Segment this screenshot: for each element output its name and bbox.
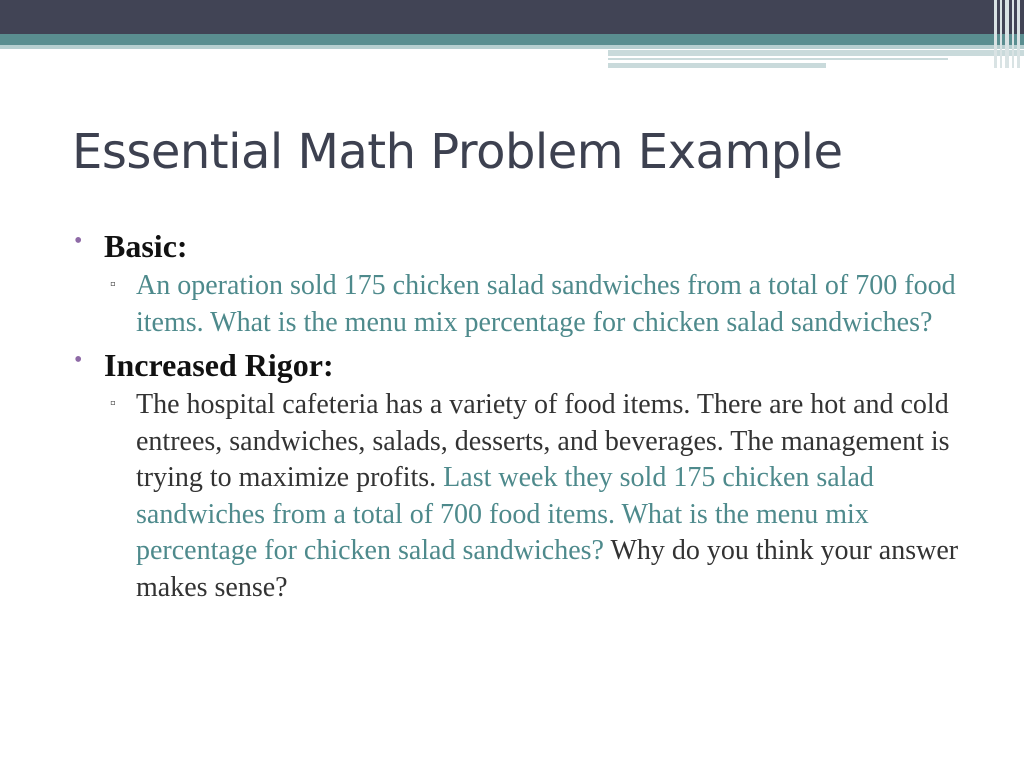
section-heading-increased-rigor: Increased Rigor:: [104, 347, 334, 383]
header-band-dark: [0, 0, 1024, 34]
sub-bullet-rigor-problem: [74, 387, 974, 606]
bullet-dot-icon: •: [74, 228, 83, 254]
bullet-dot-icon: •: [74, 347, 83, 373]
slide-title: Essential Math Problem Example: [72, 124, 843, 180]
square-bullet-icon: ▫: [110, 276, 116, 293]
slide-content: [74, 226, 974, 610]
section-heading-basic: Basic:: [104, 228, 188, 264]
bullet-basic: [74, 226, 974, 266]
header-band-light: [0, 45, 1024, 49]
header-band-right-2: [608, 58, 948, 60]
basic-problem-text: An operation sold 175 chicken salad sandwiches from a total of 700 food items. What is the menu mix percentage for chicken salad sandwiches?: [136, 270, 956, 338]
header-vertical-stripes: [990, 0, 1024, 68]
bullet-increased-rigor: [74, 345, 974, 385]
sub-bullet-basic-problem: [74, 268, 974, 341]
header-band-right-1: [608, 50, 1024, 56]
header-band-right-3: [608, 63, 826, 68]
header-band-teal: [0, 34, 1024, 45]
rigor-tail-text: Why do you think your answer makes sense?: [136, 535, 959, 603]
rigor-problem-text: Last week they sold 175 chicken salad sandwiches from a total of 700 food items. What is the menu mix percentage for chicken salad sandwiches?: [136, 462, 874, 566]
square-bullet-icon: ▫: [110, 395, 116, 412]
rigor-lead-text: The hospital cafeteria has a variety of food items. There are hot and cold entrees, sandwiches, salads, desserts, and beverages. The management is trying to maximize profits.: [136, 389, 950, 493]
